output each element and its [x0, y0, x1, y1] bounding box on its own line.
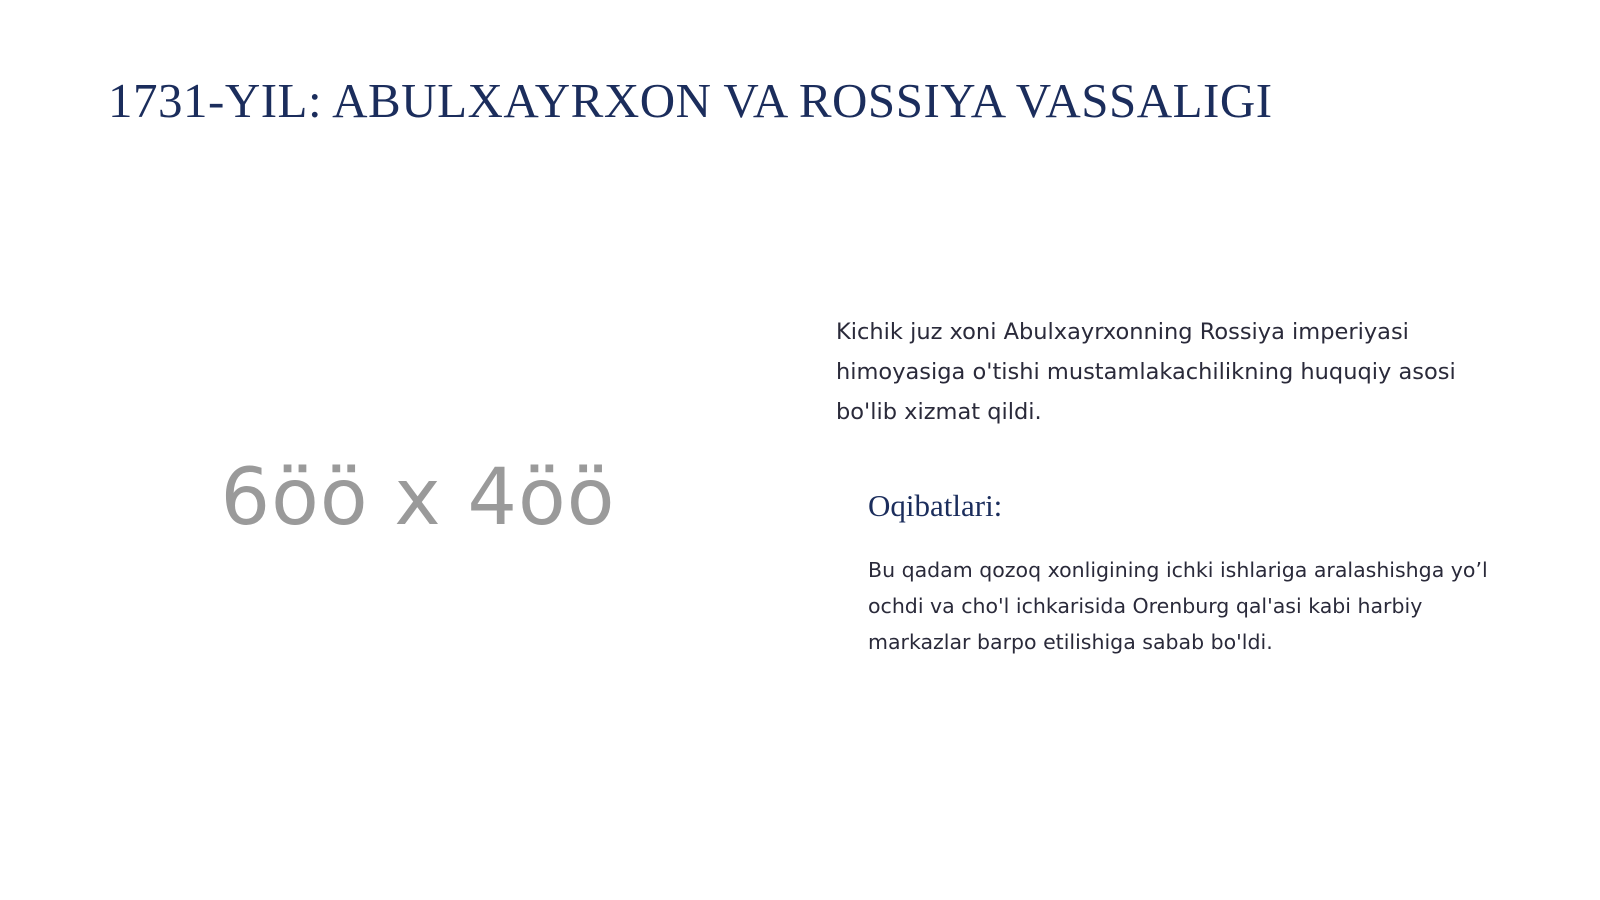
slide-title: 1731-YIL: ABULXAYRXON VA ROSSIYA VASSALIGI	[108, 73, 1273, 128]
consequences-paragraph: Bu qadam qozoq xonligining ichki ishlariga aralashishga yo’l ochdi va cho'l ichkarisida Orenburg qal'asi kabi harbiy markazlar barpo etilishiga sabab bo'ldi.	[868, 558, 1488, 654]
image-placeholder	[108, 300, 728, 720]
intro-paragraph: Kichik juz xoni Abulxayrxonning Rossiya imperiyasi himoyasiga o'tishi mustamlakachilikning huquqiy asosi bo'lib xizmat qildi.	[836, 319, 1456, 425]
consequences-heading: Oqibatlari:	[868, 488, 1003, 523]
image-placeholder-label: 6öö x 4öö	[220, 453, 616, 543]
